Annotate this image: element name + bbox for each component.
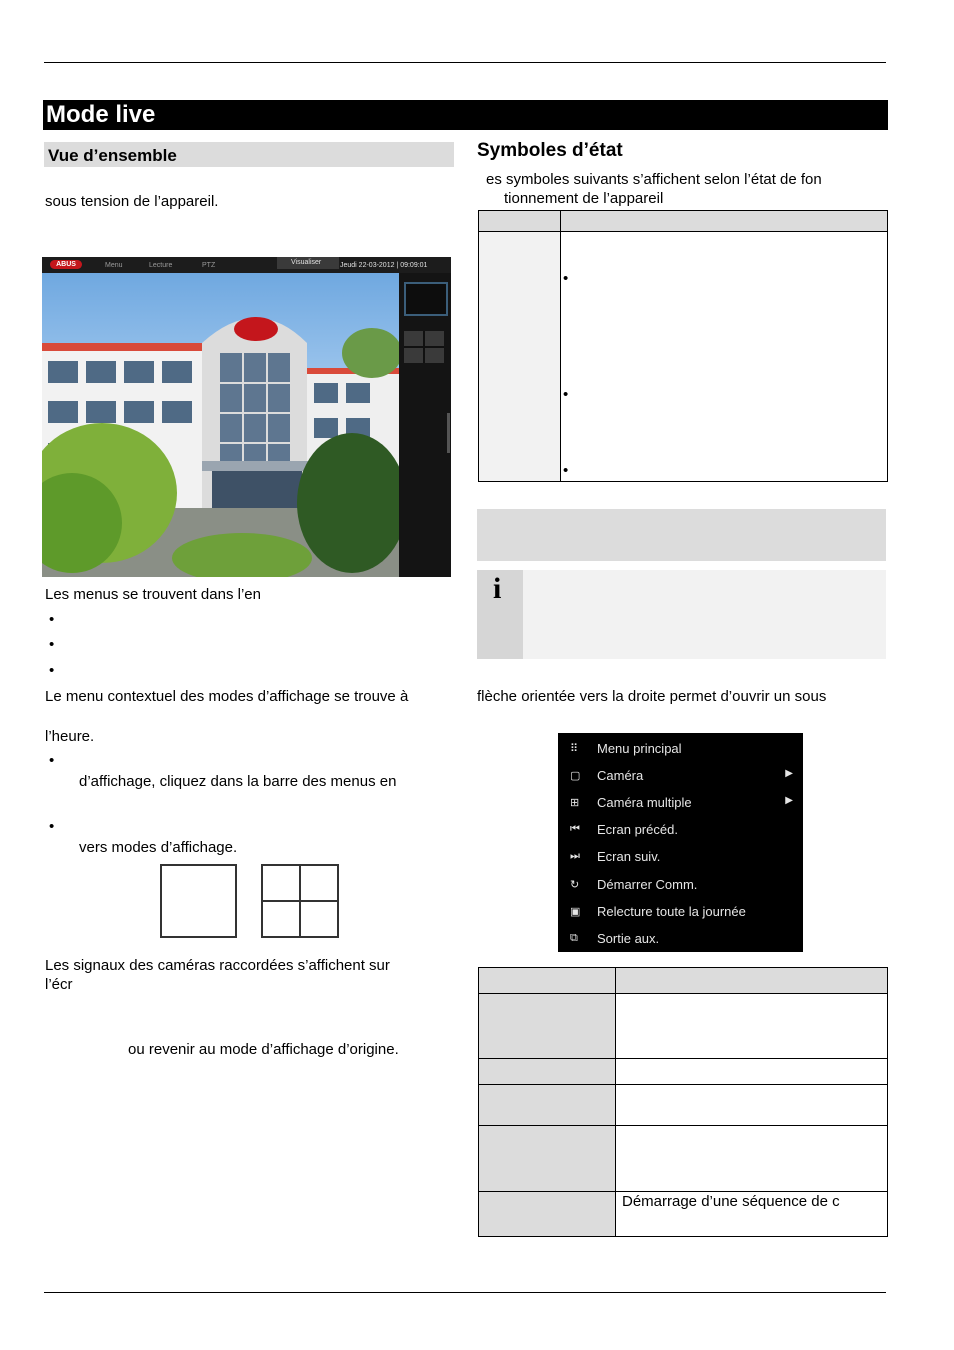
status-intro-line-2: tionnement de l’appareil bbox=[504, 190, 664, 207]
table-header-row bbox=[479, 968, 888, 994]
info-note-sidebar bbox=[477, 570, 523, 659]
top-rule bbox=[44, 62, 886, 63]
grey-highlight-box bbox=[477, 509, 886, 561]
ctx-item-camera[interactable]: ▢ Caméra ▶ bbox=[570, 768, 793, 783]
revert-text: ou revenir au mode d’affichage d’origine. bbox=[128, 1041, 399, 1058]
submenu-arrow-icon: ▶ bbox=[785, 795, 793, 806]
signals-text-2: l’écr bbox=[45, 976, 73, 993]
menubar-item-menu[interactable]: Menu bbox=[105, 262, 123, 269]
signals-text-1: Les signaux des caméras raccordées s’affichent sur bbox=[45, 957, 390, 974]
bullet-text-2: vers modes d’affichage. bbox=[79, 839, 238, 856]
info-icon: i bbox=[493, 572, 502, 605]
ctx-item-demarrer-comm[interactable]: ↻ Démarrer Comm. bbox=[570, 877, 698, 892]
aux-output-icon: ⧉ bbox=[570, 932, 578, 944]
quad-view-thumbnail[interactable] bbox=[404, 331, 444, 363]
info-note bbox=[477, 570, 886, 659]
table-row bbox=[479, 1192, 888, 1237]
table-cell bbox=[616, 994, 888, 1059]
bottom-rule bbox=[44, 1292, 886, 1293]
bullet-icon: • bbox=[49, 752, 55, 769]
bullet-icon: • bbox=[49, 636, 55, 653]
live-view-screenshot bbox=[42, 257, 451, 577]
table-row bbox=[479, 994, 888, 1059]
screenshot-menubar bbox=[42, 257, 451, 273]
status-symbols-table bbox=[478, 210, 888, 482]
quad-grid-icon: ⊞ bbox=[570, 797, 580, 809]
table-header-cell bbox=[616, 968, 888, 994]
ctx-item-camera-multiple[interactable]: ⊞ Caméra multiple ▶ bbox=[570, 795, 793, 810]
menus-text: Les menus se trouvent dans l’en bbox=[45, 586, 261, 603]
context-text-2: l’heure. bbox=[45, 728, 95, 745]
bullet-icon: • bbox=[49, 662, 55, 679]
bullet-icon: • bbox=[563, 462, 569, 479]
single-view-mode-icon bbox=[160, 864, 237, 938]
table-cell bbox=[561, 232, 888, 482]
square-icon: ▢ bbox=[570, 770, 581, 782]
table-header-cell bbox=[561, 211, 888, 232]
bullet-icon: • bbox=[49, 611, 55, 628]
bullet-icon: • bbox=[49, 818, 55, 835]
sidebar-scrollbar[interactable] bbox=[447, 413, 450, 453]
ctx-item-menu-principal[interactable]: ⠿ Menu principal bbox=[570, 741, 682, 756]
abus-logo: ABUS bbox=[50, 260, 82, 269]
table-cell bbox=[479, 1192, 616, 1237]
table-cell bbox=[616, 1059, 888, 1085]
table-row bbox=[479, 232, 888, 482]
arrow-text: flèche orientée vers la droite permet d’ouvrir un sous bbox=[477, 688, 827, 705]
table-row bbox=[479, 1085, 888, 1126]
section-heading-overview: Vue d’ensemble bbox=[44, 142, 454, 167]
table-header-row bbox=[479, 211, 888, 232]
ctx-item-ecran-suiv[interactable]: ⏭ Ecran suiv. bbox=[570, 849, 661, 864]
page-title: Mode live bbox=[43, 100, 888, 130]
cycle-icon: ↻ bbox=[570, 879, 580, 891]
submenu-arrow-icon: ▶ bbox=[785, 768, 793, 779]
skip-back-icon: ⏮ bbox=[570, 823, 580, 835]
bullet-icon: • bbox=[563, 270, 569, 287]
view-mode-sidebar bbox=[399, 273, 451, 577]
camera-feed bbox=[42, 273, 399, 577]
table-cell-demarrage: Démarrage d’une séquence de c bbox=[616, 1192, 888, 1237]
table-header-cell bbox=[479, 211, 561, 232]
bullet-text-1: d’affichage, cliquez dans la barre des menus en bbox=[79, 773, 397, 790]
table-cell bbox=[479, 1059, 616, 1085]
ctx-item-sortie-aux[interactable]: ⧉ Sortie aux. bbox=[570, 931, 660, 946]
menubar-datetime: Jeudi 22-03-2012 | 09:09:01 bbox=[340, 262, 428, 269]
ctx-item-ecran-preced[interactable]: ⏮ Ecran précéd. bbox=[570, 822, 678, 837]
skip-forward-icon: ⏭ bbox=[570, 850, 580, 862]
table-cell bbox=[479, 994, 616, 1059]
ctx-item-relecture[interactable]: ▣ Relecture toute la journée bbox=[570, 904, 746, 919]
table-row bbox=[479, 1126, 888, 1192]
table-cell bbox=[479, 1085, 616, 1126]
menubar-item-ptz[interactable]: PTZ bbox=[202, 262, 216, 269]
context-menu-screenshot bbox=[558, 733, 803, 952]
status-intro-line-1: es symboles suivants s’affichent selon l’état de fon bbox=[486, 171, 822, 188]
context-menu-table bbox=[478, 967, 888, 1237]
table-cell bbox=[479, 1126, 616, 1192]
table-row bbox=[479, 1059, 888, 1085]
playback-icon: ▣ bbox=[570, 906, 581, 918]
grid-icon: ⠿ bbox=[570, 743, 579, 755]
intro-text: sous tension de l’appareil. bbox=[45, 193, 219, 210]
single-view-thumbnail[interactable] bbox=[404, 282, 448, 316]
table-header-cell bbox=[479, 968, 616, 994]
quad-view-mode-icon bbox=[261, 864, 339, 938]
menubar-item-lecture[interactable]: Lecture bbox=[149, 262, 173, 269]
table-cell bbox=[479, 232, 561, 482]
menubar-visualiser-button[interactable]: Visualiser bbox=[277, 257, 339, 269]
context-text-1: Le menu contextuel des modes d’affichage se trouve à bbox=[45, 688, 409, 705]
section-heading-status-symbols: Symboles d’état bbox=[477, 140, 623, 161]
bullet-icon: • bbox=[563, 386, 569, 403]
table-cell bbox=[616, 1085, 888, 1126]
table-cell bbox=[616, 1126, 888, 1192]
